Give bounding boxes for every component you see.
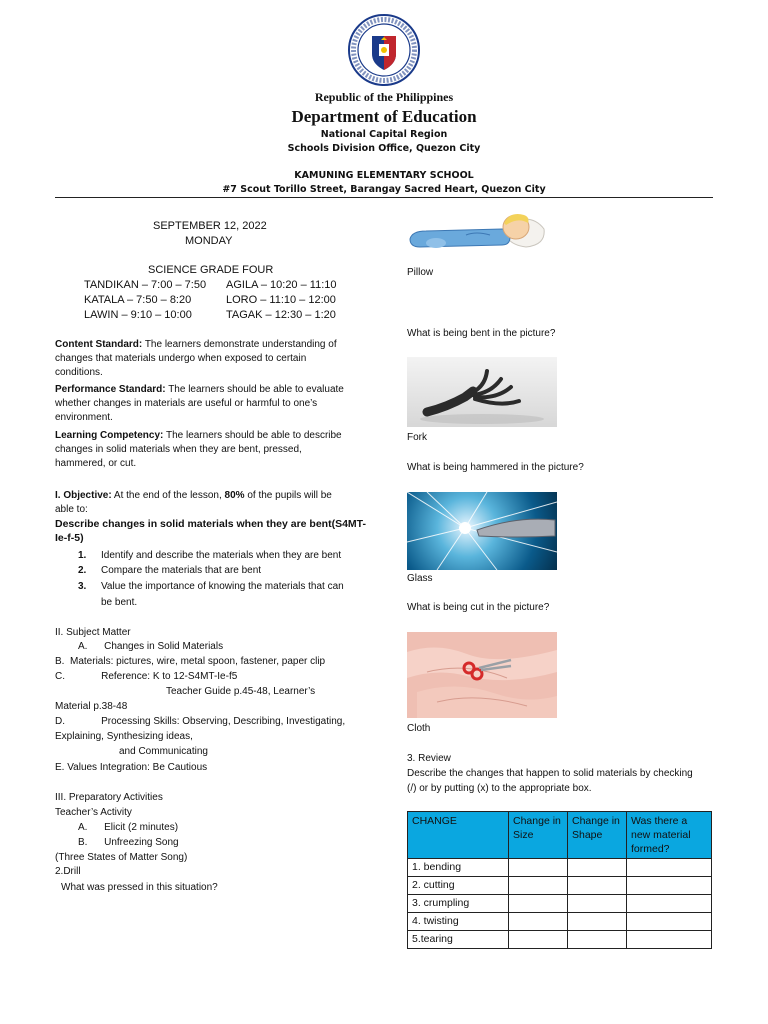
table-row-label: 4. twisting — [408, 913, 509, 931]
table-row-label: 2. cutting — [408, 877, 509, 895]
preparatory-a: A. Elicit (2 minutes) — [78, 822, 179, 833]
table-cell[interactable] — [568, 913, 627, 931]
table-cell[interactable] — [509, 895, 568, 913]
performance-standard-label: Performance Standard: — [55, 384, 166, 395]
objective-item-3-cont: be bent. — [101, 597, 138, 608]
subject-matter-a: A. Changes in Solid Materials — [78, 641, 224, 652]
objective-item-text: Value the importance of knowing the materials that can — [101, 581, 344, 592]
review-text-1: Describe the changes that happen to solid materials by checking — [407, 768, 693, 779]
schedule-right-3: TAGAK – 12:30 – 1:20 — [226, 309, 336, 321]
table-cell[interactable] — [509, 931, 568, 949]
deped-seal — [348, 14, 420, 86]
learning-competency-text: The learners should be able to describe — [163, 430, 342, 441]
table-cell[interactable] — [568, 859, 627, 877]
objective-percent: 80% — [224, 490, 245, 501]
table-cell[interactable] — [627, 895, 712, 913]
objective-item-text: Identify and describe the materials when they are bent — [101, 550, 342, 561]
table-cell[interactable] — [568, 877, 627, 895]
header-divider — [55, 197, 713, 198]
subject-matter-c: C. Reference: K to 12-S4MT-Ie-f5 — [55, 671, 238, 682]
table-row — [408, 877, 712, 895]
table-header-cell: Was there a new material formed? — [627, 812, 712, 859]
question-bent: What is being bent in the picture? — [407, 328, 556, 339]
objective-describe-2: Ie-f-5) — [55, 532, 84, 544]
schedule-left-3: LAWIN – 9:10 – 10:00 — [84, 309, 192, 321]
table-row-label: 3. crumpling — [408, 895, 509, 913]
table-header-row — [408, 812, 712, 859]
objective-item-num: 1. — [78, 550, 87, 561]
table-row-label: 5.tearing — [408, 931, 509, 949]
table-row-label: 1. bending — [408, 859, 509, 877]
glass-caption: Glass — [407, 573, 433, 584]
table-cell[interactable] — [627, 913, 712, 931]
review-text-2: (/) or by putting (x) to the appropriate box. — [407, 783, 592, 794]
review-heading: 3. Review — [407, 753, 451, 764]
lesson-day: MONDAY — [185, 235, 233, 247]
preparatory-drill: 2.Drill — [55, 866, 81, 877]
question-hammered: What is being hammered in the picture? — [407, 462, 584, 473]
subject-matter-c3: Material p.38-48 — [55, 701, 128, 712]
subject-matter-d: D. Processing Skills: Observing, Describing, Investigating, — [55, 716, 346, 727]
table-header-cell: CHANGE — [408, 812, 509, 859]
table-row — [408, 895, 712, 913]
subject-matter-b: B. Materials: pictures, wire, metal spoon, fastener, paper clip — [55, 656, 326, 667]
table-cell[interactable] — [509, 859, 568, 877]
pillow-image — [406, 205, 546, 255]
question-cut: What is being cut in the picture? — [407, 602, 550, 613]
fork-caption: Fork — [407, 432, 427, 443]
objective-label: I. Objective: — [55, 490, 112, 501]
preparatory-question: What was pressed in this situation? — [61, 882, 218, 893]
cloth-caption: Cloth — [407, 723, 431, 734]
subject-matter-d2: Explaining, Synthesizing ideas, — [55, 731, 193, 742]
cloth-image — [407, 632, 557, 718]
subject-matter-d3: and Communicating — [119, 746, 208, 757]
table-header-cell: Change in Size — [509, 812, 568, 859]
teacher-activity: Teacher’s Activity — [55, 807, 132, 818]
division-line: Schools Division Office, Quezon City — [287, 143, 481, 154]
table-cell[interactable] — [509, 913, 568, 931]
objective-text-2: able to: — [55, 504, 88, 515]
table-cell[interactable] — [627, 877, 712, 895]
performance-standard-text-2: whether changes in materials are useful or harmful to one’s — [55, 398, 318, 409]
schedule-right-2: LORO – 11:10 – 12:00 — [226, 294, 336, 306]
schedule-right-1: AGILA – 10:20 – 11:10 — [226, 279, 337, 291]
content-standard-label: Content Standard: — [55, 339, 143, 350]
subject-matter-c2: Teacher Guide p.45-48, Learner’s — [166, 686, 316, 697]
schedule-left-2: KATALA – 7:50 – 8:20 — [84, 294, 192, 306]
table-cell[interactable] — [509, 877, 568, 895]
schedule-left-1: TANDIKAN – 7:00 – 7:50 — [84, 279, 207, 291]
preparatory-heading: III. Preparatory Activities — [55, 792, 163, 803]
table-cell[interactable] — [568, 931, 627, 949]
objective-item-2 — [78, 564, 261, 578]
table-row — [408, 931, 712, 949]
learning-competency — [55, 429, 375, 471]
table-row — [408, 913, 712, 931]
content-standard-text-3: conditions. — [55, 367, 103, 378]
fork-image — [407, 357, 557, 427]
preparatory-b: B. Unfreezing Song — [78, 837, 179, 848]
table-row — [408, 859, 712, 877]
subject-title: SCIENCE GRADE FOUR — [148, 264, 274, 276]
objective-describe-1: Describe changes in solid materials when they are bent(S4MT- — [55, 518, 367, 530]
objective-item-num: 3. — [78, 581, 87, 592]
region-line: National Capital Region — [320, 129, 448, 140]
subject-matter-heading: II. Subject Matter — [55, 627, 131, 638]
objective-text-b: of the pupils will be — [244, 490, 332, 501]
lesson-date: SEPTEMBER 12, 2022 — [153, 220, 267, 232]
learning-competency-text-3: hammered, or cut. — [55, 458, 137, 469]
performance-standard — [55, 383, 375, 425]
objective-item-text: Compare the materials that are bent — [101, 565, 262, 576]
review-table — [407, 811, 712, 949]
learning-competency-text-2: changes in solid materials when they are bent, pressed, — [55, 444, 302, 455]
content-standard — [55, 338, 375, 380]
school-address: #7 Scout Torillo Street, Barangay Sacred Heart, Quezon City — [222, 184, 546, 195]
table-cell[interactable] — [627, 859, 712, 877]
table-cell[interactable] — [627, 931, 712, 949]
objective-item-num: 2. — [78, 565, 87, 576]
objective-item-3 — [78, 580, 344, 594]
performance-standard-text-3: environment. — [55, 412, 113, 423]
objective-item-1 — [78, 549, 341, 563]
performance-standard-text: The learners should be able to evaluate — [165, 384, 344, 395]
content-standard-text: The learners demonstrate understanding of — [142, 339, 337, 350]
department-title: Department of Education — [291, 107, 477, 126]
republic-line: Republic of the Philippines — [314, 90, 454, 104]
content-standard-text-2: changes that materials undergo when exposed to certain — [55, 353, 307, 364]
preparatory-song: (Three States of Matter Song) — [55, 852, 188, 863]
table-cell[interactable] — [568, 895, 627, 913]
objective-text-a: At the end of the lesson, — [111, 490, 225, 501]
pillow-caption: Pillow — [407, 267, 434, 278]
subject-matter-e: E. Values Integration: Be Cautious — [55, 762, 208, 773]
learning-competency-label: Learning Competency: — [55, 430, 164, 441]
glass-image — [407, 492, 557, 570]
objective-section — [55, 489, 375, 545]
school-name: KAMUNING ELEMENTARY SCHOOL — [294, 170, 474, 181]
table-header-cell: Change in Shape — [568, 812, 627, 859]
